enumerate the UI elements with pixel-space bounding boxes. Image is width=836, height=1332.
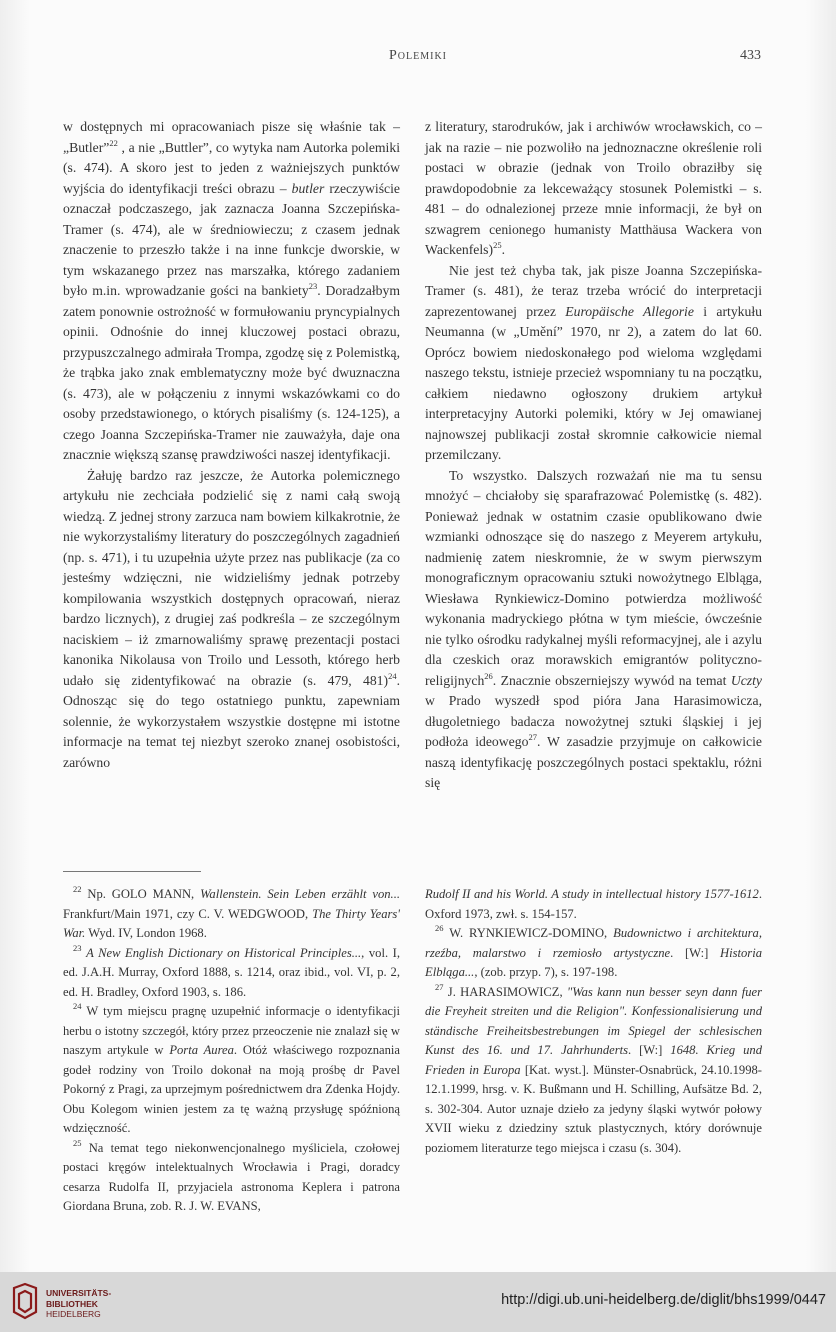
text-run: . [W:] <box>670 945 720 960</box>
footnote-ref: 27 <box>528 732 537 742</box>
text-run: W. RYNKIEWICZ-DOMINO, <box>443 926 614 940</box>
footnote-ref: 25 <box>493 240 502 250</box>
italic-text: Historia Elbląga... <box>425 945 762 979</box>
library-name <box>46 1288 111 1320</box>
text-run: Np. GOLO MANN, <box>81 887 201 901</box>
italic-text: butler <box>291 180 325 196</box>
italic-text: "Was kann nun besser seyn dann fuer die Freyheit streiten und die Religion". Konfessionalisierung und ständische Freiheitsbestrebungen im Spiegel der schlesischen Kunst des 16. und 17. Jahrhunderts <box>425 984 762 1057</box>
text-run: . Oxford 1973, zwł. s. 154-157. <box>425 887 762 921</box>
italic-text: A New English Dictionary on Historical Principles... <box>86 945 362 960</box>
library-name-line2: BIBLIOTHEK <box>46 1298 98 1309</box>
italic-text: Budownictwo i architektura, rzeźba, malarstwo i rzemiosło artystyczne <box>425 926 762 960</box>
footnote-ref: 22 <box>109 137 118 148</box>
permalink-url[interactable]: http://digi.ub.uni-heidelberg.de/diglit/bhs1999/0447 <box>501 1292 826 1308</box>
footnote <box>63 1139 400 1217</box>
italic-text: Europäische Allegorie <box>565 303 694 319</box>
italic-text: 1648. Krieg und Frieden in Europa <box>425 1043 762 1077</box>
italic-text: Wallenstein. Sein Leben erzählt von... <box>200 887 400 901</box>
italic-text: Porta Aurea <box>169 1043 234 1057</box>
text-run: w dostępnych mi opracowaniach pisze się właśnie tak – „Butler” <box>63 119 400 155</box>
text-run: . Znacznie obszerniejszy wywód na temat <box>492 672 731 688</box>
library-name-line1: UNIVERSITÄTS- <box>46 1288 112 1298</box>
text-run: Na temat tego niekonwencjonalnego myśliciela, czołowej postaci kręgów intelektualnych Wrocławia i Pragi, doradcy cesarza Rudolfa II, przyjaciela astronoma Keplera i patrona Giordana Bruna, zob. R. J. W. EVANS, <box>63 1140 400 1213</box>
library-name-line3: HEIDELBERG <box>46 1309 101 1319</box>
paragraph <box>425 117 762 261</box>
footnote <box>63 885 400 944</box>
footnote-ref: 25 <box>73 1137 82 1148</box>
footnotes-column-left <box>63 885 400 1217</box>
paragraph <box>425 261 762 466</box>
text-run: J. HARASIMOWICZ, <box>443 984 567 999</box>
paragraph <box>425 466 762 794</box>
heidelberg-library-logo-icon[interactable] <box>10 1282 40 1320</box>
paragraph <box>63 117 400 466</box>
text-run: , vol. I, ed. J.A.H. Murray, Oxford 1888, s. 1214, oraz ibid., vol. VI, p. 2, ed. H. Bradley, Oxford 1903, s. 186. <box>63 945 401 999</box>
footnote-ref: 23 <box>308 281 318 291</box>
running-title: Polemiki <box>389 48 447 63</box>
paragraph <box>63 466 400 774</box>
text-run: [Kat. wyst.]. Münster-Osnabrück, 24.10.1998-12.1.1999, hrsg. v. K. Bußmann und H. Schilling, Aufsätze Bd. 2, s. 302-304. Autor uznaje dzieło za jedyny śląski wytwór połowy XVII wieku z dziedziny sztuk plastycznych, który dorównuje poziomem literaturze tego miejsca i czasu (s. 304). <box>425 1062 763 1155</box>
body-column-right <box>425 117 762 794</box>
footnote-ref: 22 <box>73 884 82 894</box>
footnote-ref: 26 <box>435 923 444 933</box>
italic-text: Uczty <box>730 672 762 688</box>
text-run: rzeczywiście oznaczał podczaszego, jak zaznacza Joanna Szczepińska-Tramer (s. 474), ale w średniowieczu; z czasem jednak znaczenie to przeszło także i na inne funkcje dworskie, w tym wskazanego przez nas marszałka, którego zadaniem było m.in. wprowadzanie gości na bankiety <box>63 180 400 298</box>
page-number: 433 <box>740 48 761 63</box>
footnote-ref: 24 <box>73 1001 82 1011</box>
footnote-ref: 24 <box>388 670 397 681</box>
text-run: Frankfurt/Main 1971, czy C. V. WEDGWOOD, <box>63 906 313 921</box>
text-run: Nie jest też chyba tak, jak pisze Joanna Szczepińska-Tramer (s. 481), że teraz trzeba wrócić do interpretacji zaprezentowanej przez <box>425 262 762 319</box>
footnote <box>63 944 400 1003</box>
text-run: To wszystko. Dalszych rozważań nie ma tu sensu mnożyć – chciałoby się sparafrazować Polemistkę (s. 482). Ponieważ jednak w ostatnim czasie opublikowano dwie wzmianki odnoszące się do naszego z Meyerem artykułu, nadmienię zatem nieskromnie, że w swym pierwszym monograficznym opracowaniu sztuki nowożytnego Elbląga, Wiesława Rynkiewicz-Domino potwierdza możliwość wykonania madryckiego płótna w tym mieście, ówcześnie nie tylko ośrodku radykalnej myśli reformacyjnej, ale i azylu dla czeskich oraz morawskich emigrantów polityczno-religijnych <box>425 467 762 688</box>
text-run: , (zob. przyp. 7), s. 197-198. <box>474 965 618 979</box>
text-run: w Prado wyszedł spod pióra Jana Harasimowicza, długoletniego badacza nowożytnej sztuki śląskiej i jej podłoża ideowego <box>425 693 762 749</box>
italic-text: Rudolf II and his World. A study in intellectual history 1577-1612 <box>425 887 759 901</box>
footnote <box>425 924 762 983</box>
text-run: . Otóż właściwego rozpoznania godeł rodziny von Troilo dokonał na moją prośbę dr Pavel Pokorný z Pragi, za uprzejmym pośrednictwem dra Zdenka Hojdy. Obu Kolegom winien jestem za tę ważną przysługę spóźnioną wdzięczność. <box>63 1043 400 1135</box>
text-run: i artykułu Neumanna (w „Umění” 1970, nr 2), a zatem do lat 60. Oprócz bowiem niedoskonałego pod wieloma względami naszego tekstu, istnieje przecież wspomniany tu na początku, całkiem niedawno ogłoszony drukiem artykuł interpretacyjny Autorki polemiki, który w Jej omawianej najnowszej publikacji został skromnie całkowicie niemal przemilczany. <box>425 303 763 462</box>
text-run: Żałuję bardzo raz jeszcze, że Autorka polemicznego artykułu nie zechciała podzielić się z nami całą swoją wiedzą. Z jednej strony zarzuca nam bowiem kilkakrotnie, że nie wykorzystaliśmy literatury do poszczególnych zagadnień (np. s. 471), i tu uzupełnia użyte przez nas publikacje (za co jesteśmy wdzięczni, nie widzieliśmy jednak potrzeby kompilowania wszystkich dostępnych opracowań, nieraz bardzo licznych), z drugiej zaś podkreśla – ze szczególnym naciskiem – iż zmarnowaliśmy sprawę prezentacji postaci kanonika Nikolausa von Troilo und Lessoth, którego herb udało się zidentyfikować na obrazie (s. 479, 481) <box>63 467 400 688</box>
footnote <box>425 983 762 1159</box>
footnote <box>63 1002 400 1139</box>
text-run: . [W:] <box>628 1043 671 1057</box>
text-run: . <box>501 242 505 257</box>
text-run: . Odnosząc się do tego ostatniego punktu, zapewniam solennie, że wykorzystałem wszystkie dostępne mi istotne informacje na temat tej niezbyt szeroko znanej osobistości, zarówno <box>63 672 400 770</box>
text-run: W tym miejscu pragnę uzupełnić informacje o identyfikacji herbu o istotny szczegół, który przez przeoczenie nie znalazł się w naszym artykule w <box>63 1004 400 1057</box>
text-run: z literatury, starodruków, jak i archiwów wrocławskich, co – jak na razie – nie pozwoliło na jednoznaczne określenie roli postaci w obrazie (jednak von Troilo obraziłby się prawdopodobnie za lekceważący stosunek Polemistki – s. 481 – do odnalezionej przeze mnie informacji, że był on szwagrem cenionego humanisty Matthäusa Wackera von Wackenfels) <box>425 119 762 257</box>
text-run: . Doradzałbym zatem ponownie ostrożność w formułowaniu pryncypialnych opinii. Odnośnie do innej kluczowej postaci obrazu, przypuszczalnego admirała Trompa, zgodzę się z Polemistką, że trąbka jako znak emblematyczny może być dwuznaczna (s. 473), ale w połączeniu z innymi wskazówkami co do osoby przedstawionego, o których pisaliśmy (s. 124-125), a czego Joanna Szczepińska-Tramer nie zauważyła, daje ona znacznie większą szansę prawdziwości naszej identyfikacji. <box>63 283 400 462</box>
footnote-ref: 26 <box>484 670 493 681</box>
body-column-left <box>63 117 400 773</box>
footnote-ref: 23 <box>73 942 82 953</box>
text-run: , a nie „Buttler”, co wytyka nam Autorka polemiki (s. 474). A skoro jest to jeden z ważniejszych punktów wyjścia do identyfikacji treści obrazu – <box>63 139 400 196</box>
footnote-ref: 27 <box>435 981 444 992</box>
italic-text: The Thirty Years' War. <box>63 906 400 940</box>
text-run: Wyd. IV, London 1968. <box>85 926 207 940</box>
footnotes-column-right <box>425 885 762 1158</box>
footnote <box>425 885 762 924</box>
text-run: . W zasadzie przyjmuje on całkowicie naszą identyfikację poszczególnych postaci spektaklu, różni się <box>425 734 763 790</box>
footnote-separator <box>63 871 201 872</box>
